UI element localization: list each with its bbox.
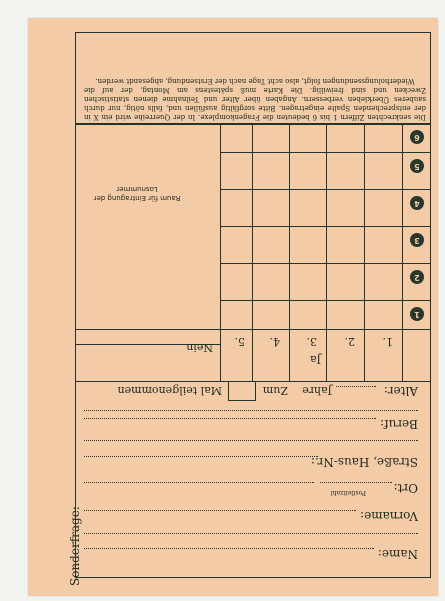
strasse-label: Straße, Haus-Nr.: <box>310 455 418 469</box>
row-label-2: 2. <box>344 335 355 348</box>
mal-teilgenommen-label: Mal teilgenommen <box>117 384 222 397</box>
name-extra-line[interactable] <box>84 533 418 534</box>
postleitzahl-label: Postleitzahl <box>330 489 366 496</box>
row-label-4: 4. <box>269 335 280 348</box>
answer-grid <box>75 125 431 382</box>
losnummer-area: Raum für Eintragung der Losnummer <box>93 185 181 202</box>
jahre-label: Jahre <box>302 384 332 397</box>
grid-vline <box>252 125 253 382</box>
card-frame <box>75 32 431 578</box>
card-content-upside-down <box>28 18 438 596</box>
name-line[interactable] <box>84 548 374 549</box>
zum-label: Zum <box>262 384 288 397</box>
row-label-5: 5. <box>234 335 245 348</box>
grid-vline <box>289 125 290 382</box>
answer-card <box>28 18 438 596</box>
ort-line[interactable] <box>84 482 314 483</box>
alter-label: Alter: <box>383 384 418 398</box>
beruf-label: Beruf: <box>380 417 418 431</box>
strasse-line[interactable] <box>84 456 318 457</box>
ja-label: Ja <box>310 353 321 366</box>
strasse-extra-line[interactable] <box>84 440 418 441</box>
grid-vline <box>402 125 403 382</box>
beruf-extra-line[interactable] <box>84 410 418 411</box>
question-number-6: 6 <box>410 130 424 144</box>
grid-vline <box>220 125 221 382</box>
ort-label: Ort: <box>393 481 418 495</box>
postleitzahl-line[interactable] <box>320 482 392 483</box>
alter-field[interactable] <box>84 379 418 401</box>
question-number-2: 2 <box>410 270 424 284</box>
vorname-label: Vorname: <box>360 509 418 523</box>
grid-bottom-line <box>75 124 431 126</box>
nein-label: Nein <box>186 341 213 354</box>
question-number-5: 5 <box>410 159 424 173</box>
instructions-text: Die senkrechten Ziffern 1 bis 6 bedeuten die Fragenkomplexe. In der Querreihe wird ein X in der entsprechenden Spalte eingetragen. Bitte sorgfältig ausfüllen und, falls nötig, nur durch sauberes Überkleben verbessern. Angaben über Alter und Teilnahme dienen statistischen Zwecken und sind freiwillig. Die Karte muß spätestens am Montag, der auf die Wiederholungssendungen folgt, also acht Tage nach der Erstsendung, abgesandt werden. <box>84 77 426 121</box>
row-label-3: 3. <box>306 335 317 348</box>
name-label: Name: <box>377 547 418 561</box>
row-label-1: 1. <box>382 335 393 348</box>
alter-line[interactable] <box>336 386 376 387</box>
vorname-line[interactable] <box>84 510 356 511</box>
beruf-line[interactable] <box>84 418 376 419</box>
grid-hline <box>75 329 431 330</box>
question-number-3: 3 <box>410 233 424 247</box>
sonderfrage-heading: Sonderfrage: <box>68 506 82 586</box>
question-number-4: 4 <box>410 196 424 210</box>
question-number-1: 1 <box>410 307 424 321</box>
grid-vline <box>326 125 327 382</box>
grid-vline <box>364 125 365 382</box>
teilnahme-box[interactable] <box>228 381 256 401</box>
